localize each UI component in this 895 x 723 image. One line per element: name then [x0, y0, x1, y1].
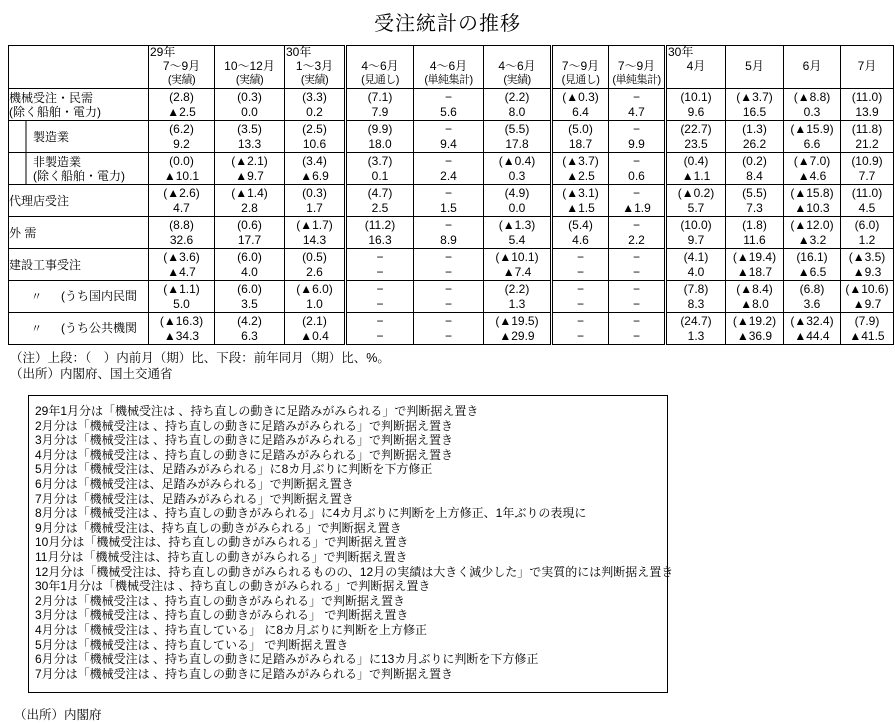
table-cell: (5.4) 4.6 — [552, 217, 609, 249]
footer-source: （出所）内閣府 — [14, 708, 102, 722]
table-cell: (▲2.6) 4.7 — [149, 185, 215, 217]
table-cell: (11.2) 16.3 — [346, 217, 414, 249]
box-line: 10月分は「機械受注は、持ち直しの動きがみられる」で判断据え置き — [35, 535, 409, 550]
table-cell: (9.9) 18.0 — [346, 121, 414, 153]
table-cell: (6.0) 1.2 — [841, 217, 894, 249]
table-cell: (6.0) 3.5 — [215, 281, 285, 313]
table-cell: (8.8) 32.6 — [149, 217, 215, 249]
table-cell: − − — [609, 313, 666, 345]
statistics-table — [8, 45, 894, 345]
box-line: 3月分は「機械受注は 、持ち直しの動きがみられる」 で判断据え置き — [35, 608, 409, 623]
column-header: 30年 4月 — [666, 46, 726, 89]
note-source: （出所）内閣府、国土交通省 — [10, 367, 173, 381]
table-cell: (11.8) 21.2 — [841, 121, 894, 153]
table-cell: (0.6) 17.7 — [215, 217, 285, 249]
column-header: 30年 1～3月 (実績) — [285, 46, 346, 89]
table-cell: (▲3.1) ▲1.5 — [552, 185, 609, 217]
table-cell: (3.4) ▲6.9 — [285, 153, 346, 185]
column-header: 5月 — [726, 46, 784, 89]
box-line: 9月分は「機械受注は、持ち直しの動きがみられる」で判断据え置き — [35, 520, 402, 535]
table-body — [9, 89, 894, 345]
table-cell: (6.8) 3.6 — [784, 281, 841, 313]
table-cell: (7.8) 8.3 — [666, 281, 726, 313]
table-cell: (▲32.4) ▲44.4 — [784, 313, 841, 345]
table-cell: − 9.4 — [414, 121, 484, 153]
table-row — [9, 121, 894, 153]
table-cell: (4.2) 6.3 — [215, 313, 285, 345]
table-cell: − − — [552, 313, 609, 345]
table-cell: (2.2) 1.3 — [484, 281, 552, 313]
column-header: 10～12月 (実績) — [215, 46, 285, 89]
table-row — [9, 153, 894, 185]
table-cell: − 0.6 — [609, 153, 666, 185]
column-header: 7～9月 (見通し) — [552, 46, 609, 89]
table-cell: − − — [346, 313, 414, 345]
page-title: 受注統計の推移 — [374, 13, 521, 35]
ditto-mark: 〃 — [31, 323, 42, 335]
table-cell: (2.8) ▲2.5 — [149, 89, 215, 121]
box-line: 11月分は「機械受注は、持ち直しの動きがみられる」で判断据え置き — [35, 549, 408, 564]
table-cell: (▲19.4) ▲18.7 — [726, 249, 784, 281]
table-cell: (24.7) 1.3 — [666, 313, 726, 345]
table-cell: − − — [414, 313, 484, 345]
column-header: 4～6月 (単純集計) — [414, 46, 484, 89]
table-cell: (0.0) ▲10.1 — [149, 153, 215, 185]
table-cell: (2.1) ▲0.4 — [285, 313, 346, 345]
row-label: 機械受注・民需 (除く船舶・電力) — [9, 89, 149, 121]
column-header: 7月 — [841, 46, 894, 89]
table-cell: (2.2) 8.0 — [484, 89, 552, 121]
table-cell: (0.3) 1.7 — [285, 185, 346, 217]
table-cell: (1.3) 26.2 — [726, 121, 784, 153]
table-cell: (4.1) 4.0 — [666, 249, 726, 281]
table-cell: (0.5) 2.6 — [285, 249, 346, 281]
table-cell: − 5.6 — [414, 89, 484, 121]
table-cell: − − — [609, 281, 666, 313]
table-cell: (11.0) 13.9 — [841, 89, 894, 121]
table-cell: (▲0.4) 0.3 — [484, 153, 552, 185]
box-line: 29年1月分は「機械受注は 、持ち直しの動きに足踏みがみられる」で判断据え置き — [35, 404, 479, 418]
table-cell: (▲15.8) ▲10.3 — [784, 185, 841, 217]
table-cell: (10.1) 9.6 — [666, 89, 726, 121]
table-cell: (▲12.0) ▲3.2 — [784, 217, 841, 249]
table-cell: (5.5) 17.8 — [484, 121, 552, 153]
row-label: 代理店受注 — [9, 185, 149, 217]
table-cell: − − — [414, 281, 484, 313]
table-cell: (6.2) 9.2 — [149, 121, 215, 153]
header-row — [9, 46, 894, 89]
table-cell: (4.7) 2.5 — [346, 185, 414, 217]
table-row — [9, 249, 894, 281]
table-cell: (4.9) 0.0 — [484, 185, 552, 217]
table-cell: (▲8.8) 0.3 — [784, 89, 841, 121]
table-cell: (▲1.1) 5.0 — [149, 281, 215, 313]
row-label: 〃 (うち国内民間 — [9, 281, 149, 313]
column-header: 4～6月 (見通し) — [346, 46, 414, 89]
table-cell: − 8.9 — [414, 217, 484, 249]
note-legend: （注）上段：（ ）内前月（期）比、下段：前年同月（期）比、%。 — [10, 351, 390, 365]
row-label: 〃 (うち公共機関 — [9, 313, 149, 345]
table-row — [9, 89, 894, 121]
table-row — [9, 281, 894, 313]
box-line: 2月分は「機械受注は 、持ち直しの動きがみられる」で判断据え置き — [35, 593, 406, 608]
row-label: 外 需 — [9, 217, 149, 249]
table-cell: (▲3.7) 16.5 — [726, 89, 784, 121]
table-cell: − 9.9 — [609, 121, 666, 153]
table-cell: (▲3.5) ▲9.3 — [841, 249, 894, 281]
box-line: 8月分は「機械受注は 、持ち直しの動きがみられる」に4カ月ぶりに判断を上方修正、1年ぶりの表現に — [35, 506, 587, 521]
table-cell: − ▲1.9 — [609, 185, 666, 217]
box-line: 4月分は「機械受注は 、持ち直している」 に8カ月ぶりに判断を上方修正 — [35, 622, 428, 637]
table-cell: (0.3) 0.0 — [215, 89, 285, 121]
table-cell: (5.0) 18.7 — [552, 121, 609, 153]
table-cell: (▲8.4) ▲8.0 — [726, 281, 784, 313]
table-cell: (▲10.1) ▲7.4 — [484, 249, 552, 281]
table-cell: (▲15.9) 6.6 — [784, 121, 841, 153]
notes — [10, 350, 895, 382]
table-row — [9, 313, 894, 345]
column-header: 7～9月 (単純集計) — [609, 46, 666, 89]
table-cell: − 2.4 — [414, 153, 484, 185]
table-cell: (▲2.1) ▲9.7 — [215, 153, 285, 185]
table-cell: (7.9) ▲41.5 — [841, 313, 894, 345]
table-row — [9, 217, 894, 249]
table-cell: (▲3.6) ▲4.7 — [149, 249, 215, 281]
box-line: 6月分は「機械受注は、足踏みがみられる」で判断据え置き — [35, 476, 354, 491]
corner-cell — [9, 46, 149, 89]
table-cell: − − — [346, 281, 414, 313]
table-cell: (▲6.0) 1.0 — [285, 281, 346, 313]
box-line: 3月分は「機械受注は 、持ち直しの動きに足踏みがみられる」で判断据え置き — [35, 433, 454, 448]
column-header: 6月 — [784, 46, 841, 89]
table-cell: (▲0.3) 6.4 — [552, 89, 609, 121]
table-cell: (6.0) 4.0 — [215, 249, 285, 281]
table-cell: (3.5) 13.3 — [215, 121, 285, 153]
table-cell: (▲7.0) ▲4.6 — [784, 153, 841, 185]
table-cell: (16.1) ▲6.5 — [784, 249, 841, 281]
table-cell: (7.1) 7.9 — [346, 89, 414, 121]
table-cell: − − — [552, 281, 609, 313]
box-line: 30年1月分は「機械受注は 、持ち直しの動きがみられる」で判断据え置き — [35, 579, 431, 594]
table-cell: − 2.2 — [609, 217, 666, 249]
table-cell: (0.2) 8.4 — [726, 153, 784, 185]
table-cell: (0.4) ▲1.1 — [666, 153, 726, 185]
table-cell: (10.0) 9.7 — [666, 217, 726, 249]
table-cell: (1.8) 11.6 — [726, 217, 784, 249]
table-cell: (▲10.6) ▲9.7 — [841, 281, 894, 313]
ditto-mark: 〃 — [31, 291, 42, 303]
table-cell: − 1.5 — [414, 185, 484, 217]
table-cell: (▲3.7) ▲2.5 — [552, 153, 609, 185]
table-cell: − − — [346, 249, 414, 281]
table-cell: − − — [609, 249, 666, 281]
box-line: 7月分は「機械受注は 、持ち直しの動きに足踏みがみられる」で判断据え置き — [35, 666, 454, 681]
row-label: 非製造業 (除く船舶・電力) — [9, 153, 149, 185]
table-cell: − − — [414, 249, 484, 281]
table-cell: (2.5) 10.6 — [285, 121, 346, 153]
table-cell: (▲1.4) 2.8 — [215, 185, 285, 217]
box-line: 6月分は「機械受注は 、持ち直しの動きに足踏みがみられる」に13カ月ぶりに判断を下方修正 — [35, 652, 539, 667]
table-cell: (22.7) 23.5 — [666, 121, 726, 153]
table-cell: (▲1.3) 5.4 — [484, 217, 552, 249]
column-header: 29年 7～9月 (実績) — [149, 46, 215, 89]
table-cell: − 4.7 — [609, 89, 666, 121]
table-cell: (▲0.2) 5.7 — [666, 185, 726, 217]
table-cell: (11.0) 4.5 — [841, 185, 894, 217]
table-cell: (5.5) 7.3 — [726, 185, 784, 217]
table-cell: (3.7) 0.1 — [346, 153, 414, 185]
table-cell: (▲19.2) ▲36.9 — [726, 313, 784, 345]
box-line: 7月分は「機械受注は、足踏みがみられる」で判断据え置き — [35, 491, 354, 506]
commentary-box — [28, 395, 674, 693]
row-label: 建設工事受注 — [9, 249, 149, 281]
row-label: 製造業 — [9, 121, 149, 153]
column-header: 4～6月 (実績) — [484, 46, 552, 89]
box-line: 2月分は「機械受注は 、持ち直しの動きに足踏みがみられる」で判断据え置き — [35, 418, 454, 433]
table-cell: (▲1.7) 14.3 — [285, 217, 346, 249]
table-cell: − − — [552, 249, 609, 281]
box-line: 5月分は「機械受注は、足踏みがみられる」に8カ月ぶりに判断を下方修正 — [35, 462, 433, 477]
table-cell: (10.9) 7.7 — [841, 153, 894, 185]
table-cell: (▲16.3) ▲34.3 — [149, 313, 215, 345]
table-cell: (3.3) 0.2 — [285, 89, 346, 121]
box-line: 5月分は「機械受注は 、持ち直している」 で判断据え置き — [35, 637, 349, 652]
table-row — [9, 185, 894, 217]
box-line: 4月分は「機械受注は 、持ち直しの動きに足踏みがみられる」で判断据え置き — [35, 447, 454, 462]
box-line: 12月分は「機械受注は、持ち直しの動きがみられるものの、12月の実績は大きく減少した」で実質的には判断据え置き — [35, 564, 674, 579]
table-cell: (▲19.5) ▲29.9 — [484, 313, 552, 345]
